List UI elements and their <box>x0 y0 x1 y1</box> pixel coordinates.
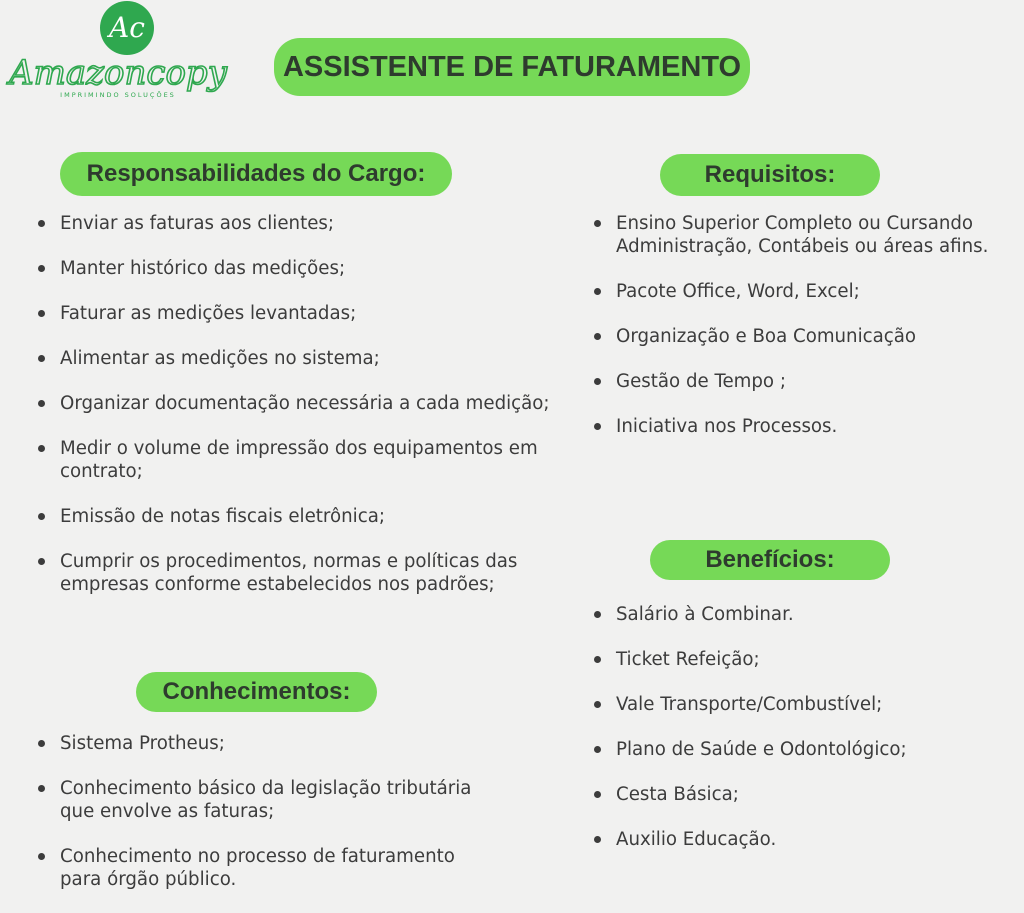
list-item: Enviar as faturas aos clientes; <box>36 212 556 235</box>
list-item: Gestão de Tempo ; <box>592 370 1022 393</box>
list-item: Faturar as medições levantadas; <box>36 302 556 325</box>
requisitos-list <box>592 212 1022 460</box>
list-item: Pacote Office, Word, Excel; <box>592 280 1022 303</box>
list-item: Salário à Combinar. <box>592 603 1012 626</box>
responsabilidades-list <box>36 212 556 618</box>
list-item: Emissão de notas fiscais eletrônica; <box>36 505 556 528</box>
list-item: Conhecimento básico da legislação tributária que envolve as faturas; <box>36 777 476 823</box>
list-item: Sistema Protheus; <box>36 732 476 755</box>
section-heading-responsabilidades: Responsabilidades do Cargo: <box>60 152 452 196</box>
list-item: Auxilio Educação. <box>592 828 1012 851</box>
company-logo <box>0 0 240 110</box>
logo-brand: Amazoncopy <box>9 53 227 93</box>
page-title: ASSISTENTE DE FATURAMENTO <box>274 38 750 96</box>
list-item: Conhecimento no processo de faturamento para órgão público. <box>36 845 476 891</box>
list-item: Ticket Refeição; <box>592 648 1012 671</box>
list-item: Cumprir os procedimentos, normas e políticas das empresas conforme estabelecidos nos padrões; <box>36 550 556 596</box>
list-item: Organização e Boa Comunicação <box>592 325 1022 348</box>
logo-tagline: IMPRIMINDO SOLUÇÕES <box>60 91 176 99</box>
list-item: Vale Transporte/Combustível; <box>592 693 1012 716</box>
beneficios-list <box>592 603 1012 873</box>
section-heading-conhecimentos: Conhecimentos: <box>136 672 377 712</box>
list-item: Plano de Saúde e Odontológico; <box>592 738 1012 761</box>
list-item: Cesta Básica; <box>592 783 1012 806</box>
list-item: Manter histórico das medições; <box>36 257 556 280</box>
list-item: Organizar documentação necessária a cada medição; <box>36 392 556 415</box>
list-item: Ensino Superior Completo ou Cursando Administração, Contábeis ou áreas afins. <box>592 212 1022 258</box>
conhecimentos-list <box>36 732 476 913</box>
logo-monogram: Ac <box>109 11 145 44</box>
section-heading-beneficios: Benefícios: <box>650 540 890 580</box>
section-heading-requisitos: Requisitos: <box>660 154 880 196</box>
list-item: Iniciativa nos Processos. <box>592 415 1022 438</box>
list-item: Alimentar as medições no sistema; <box>36 347 556 370</box>
list-item: Medir o volume de impressão dos equipamentos em contrato; <box>36 437 556 483</box>
